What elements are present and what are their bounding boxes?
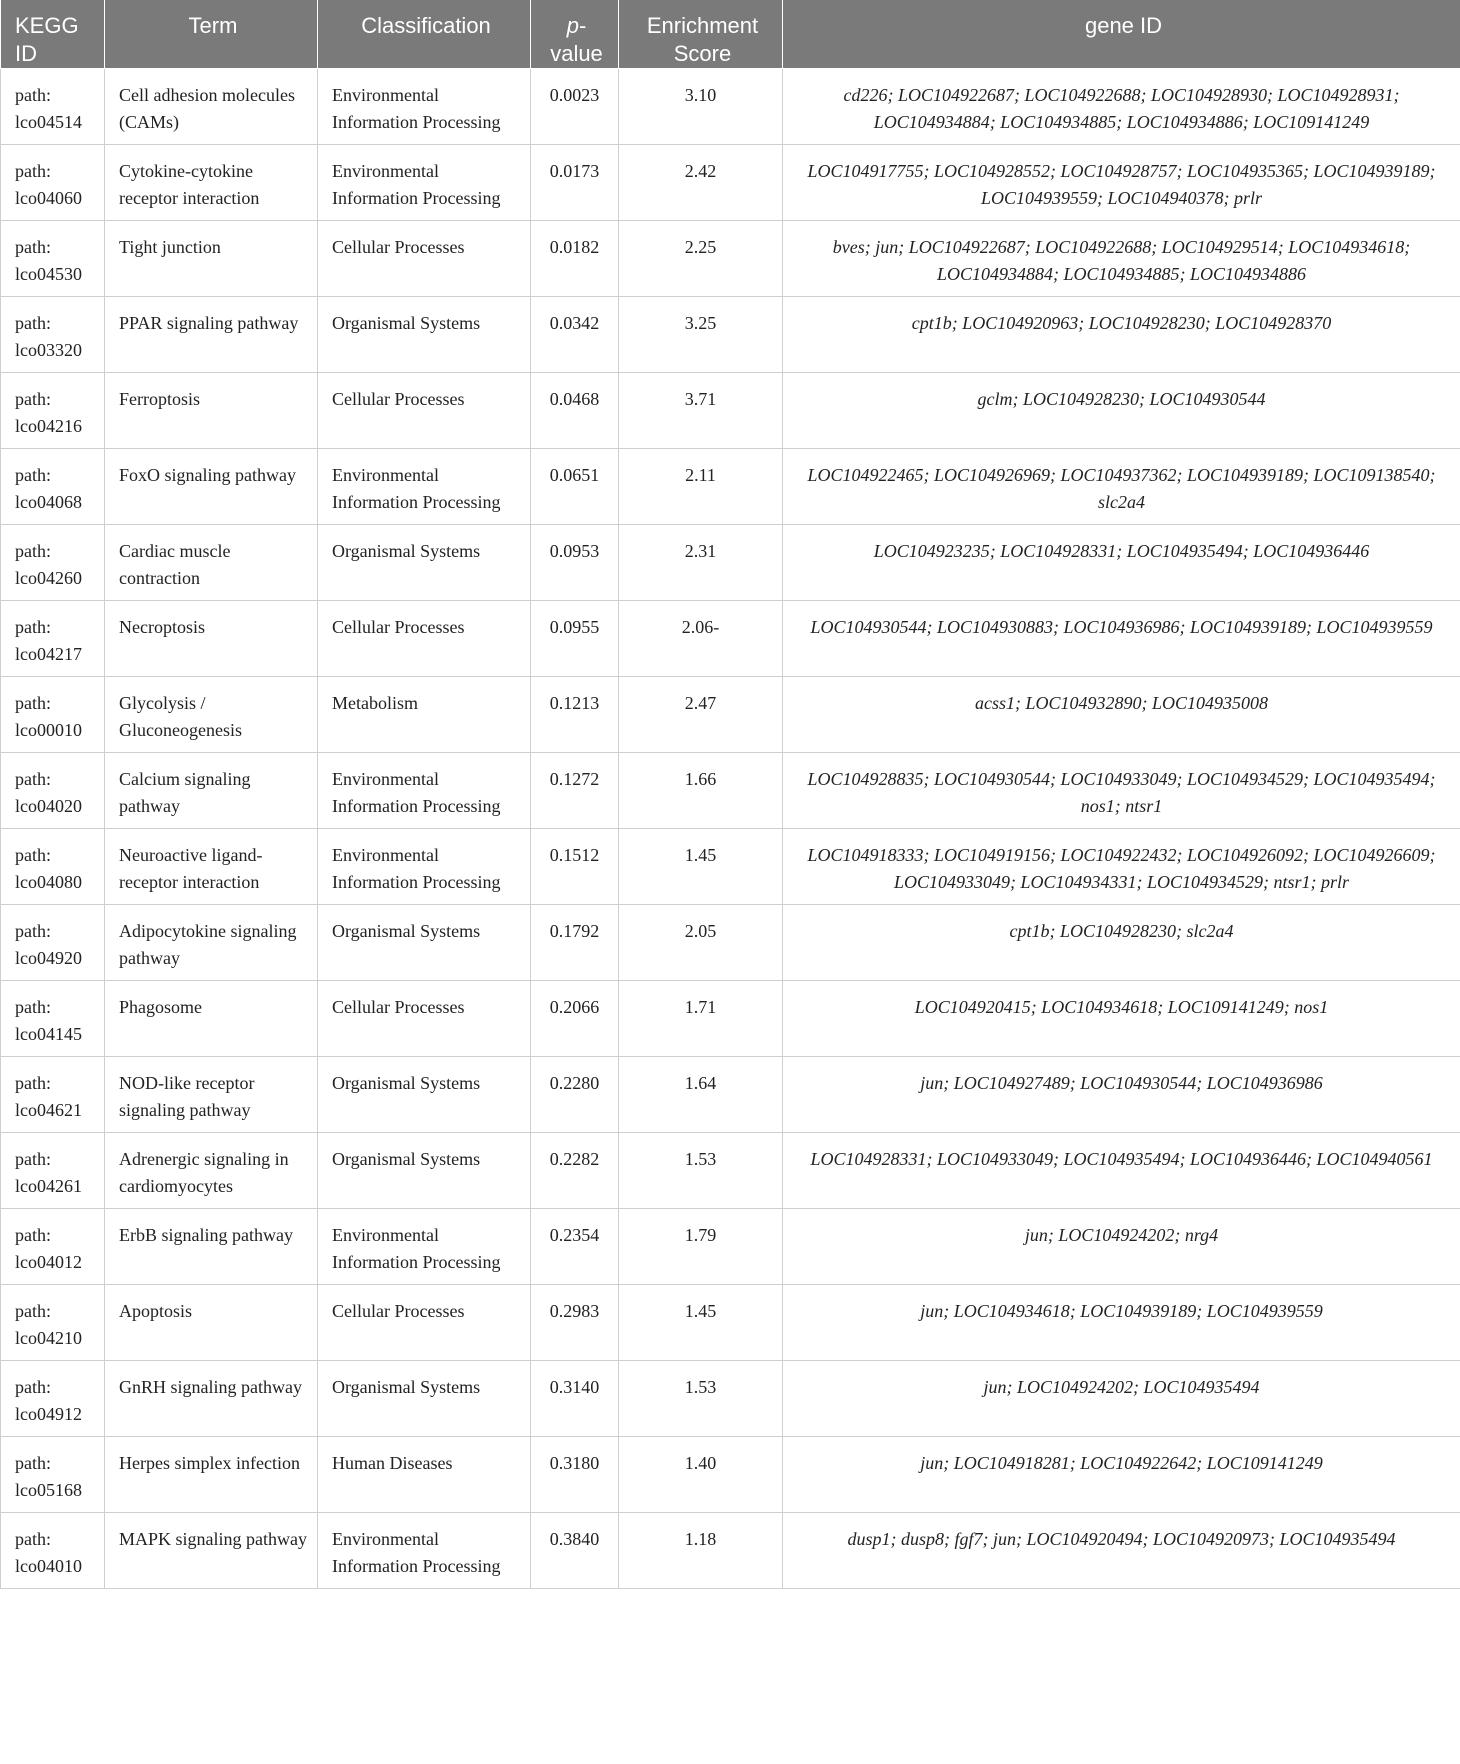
p-value-cell: 0.0342 bbox=[531, 297, 619, 373]
enrichment-score-cell: 2.42 bbox=[619, 145, 783, 221]
term-cell: GnRH signaling pathway bbox=[105, 1361, 318, 1437]
kegg-id-cell bbox=[1, 297, 105, 373]
kegg-id-code: lco03320 bbox=[15, 340, 82, 360]
header-classification: Classification bbox=[318, 0, 531, 69]
kegg-id-cell bbox=[1, 1437, 105, 1513]
enrichment-score-cell: 2.05 bbox=[619, 905, 783, 981]
table-row bbox=[1, 1209, 1460, 1285]
enrichment-score-cell: 2.11 bbox=[619, 449, 783, 525]
gene-id-cell: LOC104920415; LOC104934618; LOC109141249; nos1 bbox=[783, 981, 1460, 1057]
table-row bbox=[1, 905, 1460, 981]
gene-id-cell: dusp1; dusp8; fgf7; jun; LOC104920494; LOC104920973; LOC104935494 bbox=[783, 1513, 1460, 1589]
kegg-id-cell bbox=[1, 601, 105, 677]
kegg-id-prefix: path: bbox=[15, 389, 51, 409]
kegg-id-cell bbox=[1, 905, 105, 981]
kegg-id-cell bbox=[1, 1513, 105, 1589]
table-row bbox=[1, 981, 1460, 1057]
kegg-id-cell bbox=[1, 449, 105, 525]
p-value-cell: 0.1792 bbox=[531, 905, 619, 981]
kegg-id-code: lco04530 bbox=[15, 264, 82, 284]
table-body bbox=[1, 69, 1460, 1589]
kegg-id-cell bbox=[1, 1209, 105, 1285]
p-value-cell: 0.2280 bbox=[531, 1057, 619, 1133]
kegg-id-prefix: path: bbox=[15, 921, 51, 941]
kegg-id-cell bbox=[1, 981, 105, 1057]
gene-id-cell: LOC104918333; LOC104919156; LOC104922432; LOC104926092; LOC104926609; LOC104933049; LOC104934331; LOC104934529; ntsr1; prlr bbox=[783, 829, 1460, 905]
p-value-cell: 0.0023 bbox=[531, 69, 619, 145]
kegg-id-code: lco04920 bbox=[15, 948, 82, 968]
enrichment-score-cell: 1.45 bbox=[619, 829, 783, 905]
header-enrichment-score: Enrichment Score bbox=[619, 0, 783, 69]
p-value-cell: 0.3140 bbox=[531, 1361, 619, 1437]
kegg-id-prefix: path: bbox=[15, 1301, 51, 1321]
header-p-value-rest: -value bbox=[550, 13, 603, 66]
kegg-id-code: lco04216 bbox=[15, 416, 82, 436]
gene-id-cell: LOC104922465; LOC104926969; LOC104937362; LOC104939189; LOC109138540; slc2a4 bbox=[783, 449, 1460, 525]
kegg-id-prefix: path: bbox=[15, 465, 51, 485]
gene-id-cell: jun; LOC104924202; LOC104935494 bbox=[783, 1361, 1460, 1437]
enrichment-score-cell: 2.31 bbox=[619, 525, 783, 601]
kegg-id-prefix: path: bbox=[15, 1073, 51, 1093]
kegg-id-cell bbox=[1, 1133, 105, 1209]
table-row bbox=[1, 1285, 1460, 1361]
classification-cell: Environmental Information Processing bbox=[318, 829, 531, 905]
classification-cell: Organismal Systems bbox=[318, 905, 531, 981]
classification-cell: Organismal Systems bbox=[318, 1361, 531, 1437]
table-row bbox=[1, 373, 1460, 449]
gene-id-cell: cpt1b; LOC104928230; slc2a4 bbox=[783, 905, 1460, 981]
term-cell: ErbB signaling pathway bbox=[105, 1209, 318, 1285]
enrichment-score-cell: 1.79 bbox=[619, 1209, 783, 1285]
gene-id-cell: bves; jun; LOC104922687; LOC104922688; LOC104929514; LOC104934618; LOC104934884; LOC104934885; LOC104934886 bbox=[783, 221, 1460, 297]
header-kegg-id: KEGG ID bbox=[1, 0, 105, 69]
p-value-cell: 0.3840 bbox=[531, 1513, 619, 1589]
classification-cell: Environmental Information Processing bbox=[318, 753, 531, 829]
table-row bbox=[1, 69, 1460, 145]
term-cell: MAPK signaling pathway bbox=[105, 1513, 318, 1589]
kegg-id-code: lco04260 bbox=[15, 568, 82, 588]
kegg-id-code: lco04145 bbox=[15, 1024, 82, 1044]
enrichment-score-cell: 1.53 bbox=[619, 1361, 783, 1437]
table-row bbox=[1, 221, 1460, 297]
p-value-cell: 0.1512 bbox=[531, 829, 619, 905]
kegg-id-prefix: path: bbox=[15, 541, 51, 561]
kegg-id-code: lco04060 bbox=[15, 188, 82, 208]
enrichment-score-cell: 1.66 bbox=[619, 753, 783, 829]
term-cell: Phagosome bbox=[105, 981, 318, 1057]
classification-cell: Cellular Processes bbox=[318, 601, 531, 677]
header-p-value-italic: p bbox=[566, 13, 579, 38]
table-row bbox=[1, 829, 1460, 905]
gene-id-cell: LOC104923235; LOC104928331; LOC104935494; LOC104936446 bbox=[783, 525, 1460, 601]
gene-id-cell: jun; LOC104918281; LOC104922642; LOC109141249 bbox=[783, 1437, 1460, 1513]
kegg-id-cell bbox=[1, 1285, 105, 1361]
enrichment-score-cell: 1.40 bbox=[619, 1437, 783, 1513]
term-cell: Neuroactive ligand-receptor interaction bbox=[105, 829, 318, 905]
kegg-id-code: lco04068 bbox=[15, 492, 82, 512]
table-row bbox=[1, 525, 1460, 601]
kegg-id-prefix: path: bbox=[15, 1453, 51, 1473]
classification-cell: Environmental Information Processing bbox=[318, 449, 531, 525]
classification-cell: Environmental Information Processing bbox=[318, 1513, 531, 1589]
table-row bbox=[1, 1513, 1460, 1589]
enrichment-score-cell: 1.18 bbox=[619, 1513, 783, 1589]
enrichment-score-cell: 2.47 bbox=[619, 677, 783, 753]
term-cell: Cell adhesion molecules (CAMs) bbox=[105, 69, 318, 145]
gene-id-cell: cpt1b; LOC104920963; LOC104928230; LOC104928370 bbox=[783, 297, 1460, 373]
kegg-id-prefix: path: bbox=[15, 997, 51, 1017]
kegg-id-cell bbox=[1, 1057, 105, 1133]
kegg-id-prefix: path: bbox=[15, 617, 51, 637]
kegg-id-code: lco04261 bbox=[15, 1176, 82, 1196]
enrichment-score-cell: 3.10 bbox=[619, 69, 783, 145]
p-value-cell: 0.0468 bbox=[531, 373, 619, 449]
kegg-id-cell bbox=[1, 525, 105, 601]
p-value-cell: 0.0953 bbox=[531, 525, 619, 601]
term-cell: Adrenergic signaling in cardiomyocytes bbox=[105, 1133, 318, 1209]
kegg-id-code: lco05168 bbox=[15, 1480, 82, 1500]
enrichment-score-cell: 3.71 bbox=[619, 373, 783, 449]
kegg-id-cell bbox=[1, 69, 105, 145]
gene-id-cell: jun; LOC104924202; nrg4 bbox=[783, 1209, 1460, 1285]
kegg-id-code: lco04012 bbox=[15, 1252, 82, 1272]
kegg-id-code: lco04217 bbox=[15, 644, 82, 664]
term-cell: Herpes simplex infection bbox=[105, 1437, 318, 1513]
p-value-cell: 0.3180 bbox=[531, 1437, 619, 1513]
gene-id-cell: LOC104928835; LOC104930544; LOC104933049; LOC104934529; LOC104935494; nos1; ntsr1 bbox=[783, 753, 1460, 829]
classification-cell: Metabolism bbox=[318, 677, 531, 753]
enrichment-score-cell: 2.25 bbox=[619, 221, 783, 297]
kegg-id-prefix: path: bbox=[15, 1149, 51, 1169]
header-term: Term bbox=[105, 0, 318, 69]
term-cell: Apoptosis bbox=[105, 1285, 318, 1361]
term-cell: Adipocytokine signaling pathway bbox=[105, 905, 318, 981]
kegg-id-cell bbox=[1, 221, 105, 297]
table-row bbox=[1, 145, 1460, 221]
enrichment-score-cell: 3.25 bbox=[619, 297, 783, 373]
term-cell: Cytokine-cytokine receptor interaction bbox=[105, 145, 318, 221]
classification-cell: Organismal Systems bbox=[318, 1133, 531, 1209]
header-gene-id: gene ID bbox=[783, 0, 1460, 69]
kegg-id-cell bbox=[1, 145, 105, 221]
classification-cell: Organismal Systems bbox=[318, 1057, 531, 1133]
term-cell: Calcium signaling pathway bbox=[105, 753, 318, 829]
enrichment-score-cell: 1.71 bbox=[619, 981, 783, 1057]
header-p-value bbox=[531, 0, 619, 69]
kegg-id-cell bbox=[1, 753, 105, 829]
classification-cell: Human Diseases bbox=[318, 1437, 531, 1513]
classification-cell: Cellular Processes bbox=[318, 1285, 531, 1361]
classification-cell: Cellular Processes bbox=[318, 221, 531, 297]
p-value-cell: 0.2983 bbox=[531, 1285, 619, 1361]
enrichment-score-cell: 1.53 bbox=[619, 1133, 783, 1209]
classification-cell: Environmental Information Processing bbox=[318, 1209, 531, 1285]
term-cell: NOD-like receptor signaling pathway bbox=[105, 1057, 318, 1133]
kegg-id-prefix: path: bbox=[15, 845, 51, 865]
p-value-cell: 0.2282 bbox=[531, 1133, 619, 1209]
kegg-id-prefix: path: bbox=[15, 237, 51, 257]
kegg-id-code: lco04080 bbox=[15, 872, 82, 892]
classification-cell: Organismal Systems bbox=[318, 297, 531, 373]
kegg-id-prefix: path: bbox=[15, 693, 51, 713]
table-row bbox=[1, 297, 1460, 373]
enrichment-score-cell: 2.06- bbox=[619, 601, 783, 677]
table-row bbox=[1, 1057, 1460, 1133]
kegg-id-code: lco00010 bbox=[15, 720, 82, 740]
table-row bbox=[1, 753, 1460, 829]
table-row bbox=[1, 1437, 1460, 1513]
term-cell: Ferroptosis bbox=[105, 373, 318, 449]
p-value-cell: 0.0651 bbox=[531, 449, 619, 525]
header-row bbox=[1, 0, 1460, 69]
kegg-id-code: lco04020 bbox=[15, 796, 82, 816]
term-cell: Tight junction bbox=[105, 221, 318, 297]
kegg-id-code: lco04621 bbox=[15, 1100, 82, 1120]
classification-cell: Cellular Processes bbox=[318, 373, 531, 449]
term-cell: Glycolysis / Gluconeogenesis bbox=[105, 677, 318, 753]
term-cell: PPAR signaling pathway bbox=[105, 297, 318, 373]
p-value-cell: 0.1272 bbox=[531, 753, 619, 829]
gene-id-cell: LOC104928331; LOC104933049; LOC104935494; LOC104936446; LOC104940561 bbox=[783, 1133, 1460, 1209]
enrichment-score-cell: 1.64 bbox=[619, 1057, 783, 1133]
p-value-cell: 0.0182 bbox=[531, 221, 619, 297]
term-cell: FoxO signaling pathway bbox=[105, 449, 318, 525]
kegg-id-cell bbox=[1, 829, 105, 905]
classification-cell: Environmental Information Processing bbox=[318, 145, 531, 221]
kegg-id-prefix: path: bbox=[15, 1529, 51, 1549]
kegg-id-cell bbox=[1, 1361, 105, 1437]
table-row bbox=[1, 601, 1460, 677]
enrichment-score-cell: 1.45 bbox=[619, 1285, 783, 1361]
kegg-id-prefix: path: bbox=[15, 161, 51, 181]
p-value-cell: 0.2066 bbox=[531, 981, 619, 1057]
kegg-id-code: lco04514 bbox=[15, 112, 82, 132]
classification-cell: Environmental Information Processing bbox=[318, 69, 531, 145]
gene-id-cell: LOC104930544; LOC104930883; LOC104936986; LOC104939189; LOC104939559 bbox=[783, 601, 1460, 677]
p-value-cell: 0.2354 bbox=[531, 1209, 619, 1285]
table-row bbox=[1, 449, 1460, 525]
gene-id-cell: gclm; LOC104928230; LOC104930544 bbox=[783, 373, 1460, 449]
classification-cell: Organismal Systems bbox=[318, 525, 531, 601]
kegg-id-code: lco04210 bbox=[15, 1328, 82, 1348]
kegg-id-prefix: path: bbox=[15, 85, 51, 105]
kegg-id-prefix: path: bbox=[15, 769, 51, 789]
p-value-cell: 0.1213 bbox=[531, 677, 619, 753]
kegg-id-code: lco04912 bbox=[15, 1404, 82, 1424]
gene-id-cell: jun; LOC104934618; LOC104939189; LOC104939559 bbox=[783, 1285, 1460, 1361]
kegg-id-prefix: path: bbox=[15, 1225, 51, 1245]
gene-id-cell: acss1; LOC104932890; LOC104935008 bbox=[783, 677, 1460, 753]
term-cell: Cardiac muscle contraction bbox=[105, 525, 318, 601]
gene-id-cell: cd226; LOC104922687; LOC104922688; LOC104928930; LOC104928931; LOC104934884; LOC104934885; LOC104934886; LOC109141249 bbox=[783, 69, 1460, 145]
gene-id-cell: jun; LOC104927489; LOC104930544; LOC104936986 bbox=[783, 1057, 1460, 1133]
p-value-cell: 0.0173 bbox=[531, 145, 619, 221]
table-row bbox=[1, 1361, 1460, 1437]
kegg-id-cell bbox=[1, 677, 105, 753]
classification-cell: Cellular Processes bbox=[318, 981, 531, 1057]
kegg-id-code: lco04010 bbox=[15, 1556, 82, 1576]
gene-id-cell: LOC104917755; LOC104928552; LOC104928757; LOC104935365; LOC104939189; LOC104939559; LOC104940378; prlr bbox=[783, 145, 1460, 221]
table-row bbox=[1, 677, 1460, 753]
table-row bbox=[1, 1133, 1460, 1209]
kegg-id-cell bbox=[1, 373, 105, 449]
kegg-id-prefix: path: bbox=[15, 313, 51, 333]
p-value-cell: 0.0955 bbox=[531, 601, 619, 677]
term-cell: Necroptosis bbox=[105, 601, 318, 677]
kegg-id-prefix: path: bbox=[15, 1377, 51, 1397]
